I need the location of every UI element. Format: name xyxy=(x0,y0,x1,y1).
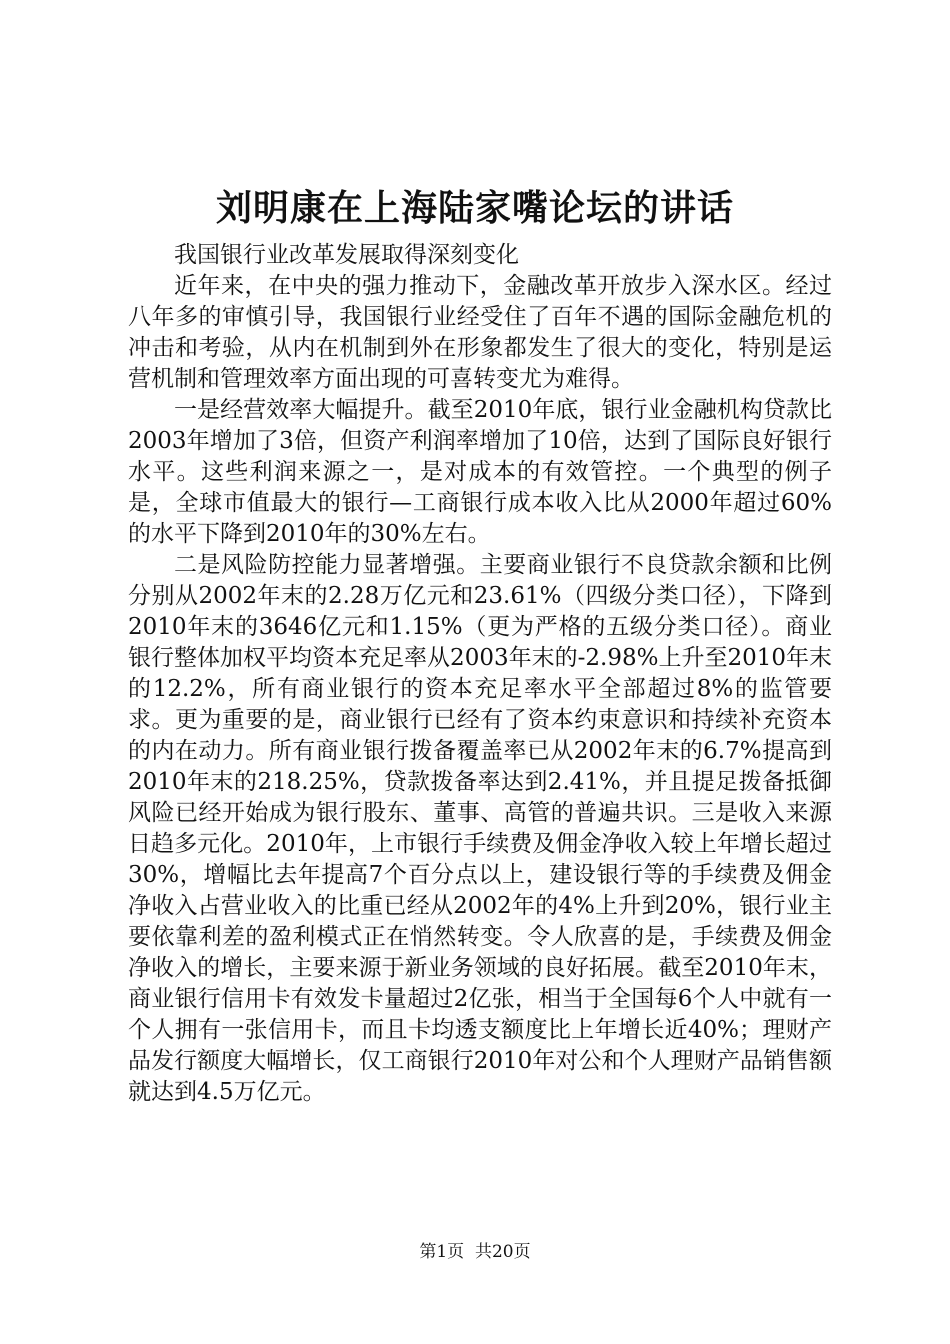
section-heading: 我国银行业改革发展取得深刻变化 xyxy=(174,242,519,268)
page-number-footer: 第1页 共20页 xyxy=(419,1242,531,1262)
paragraph-efficiency: 一是经营效率大幅提升。截至2010年底，银行业金融机构贷款比2003年增加了3倍，但资产利润率增加了10倍，达到了国际良好银行水平。这些利润来源之一，是对成本的有效管控。一个典型的例子是，全球市值最大的银行—工商银行成本收入比从2000年超过60%的水平下降到2010年的30%左右。 xyxy=(128,397,832,547)
paragraph-risk-control: 二是风险防控能力显著增强。主要商业银行不良贷款余额和比例分别从2002年末的2.28万亿元和23.61%（四级分类口径），下降到2010年末的3646亿元和1.15%（更为严格的五级分类口径）。商业银行整体加权平均资本充足率从2003年末的-2.98%上升至2010年末的12.2%，所有商业银行的资本充足率水平全部超过8%的监管要求。更为重要的是，商业银行已经有了资本约束意识和持续补充资本的内在动力。所有商业银行拨备覆盖率已从2002年末的6.7%提高到2010年末的218.25%，贷款拨备率达到2.41%，并且提足拨备抵御风险已经开始成为银行股东、董事、高管的普遍共识。三是收入来源日趋多元化。2010年，上市银行手续费及佣金净收入较上年增长超过30%，增幅比去年提高7个百分点以上，建设银行等的手续费及佣金净收入占营业收入的比重已经从2002年的4%上升到20%，银行业主要依靠利差的盈利模式正在悄然转变。令人欣喜的是，手续费及佣金净收入的增长，主要来源于新业务领域的良好拓展。截至2010年末，商业银行信用卡有效发卡量超过2亿张，相当于全国每6个人中就有一个人拥有一张信用卡，而且卡均透支额度比上年增长近40%；理财产品发行额度大幅增长，仅工商银行2010年对公和个人理财产品销售额就达到4.5万亿元。 xyxy=(128,552,832,1105)
document-body xyxy=(128,240,832,1108)
document-title: 刘明康在上海陆家嘴论坛的讲话 xyxy=(215,187,734,229)
paragraph-intro: 近年来，在中央的强力推动下，金融改革开放步入深水区。经过八年多的审慎引导，我国银行业经受住了百年不遇的国际金融危机的冲击和考验，从内在机制到外在形象都发生了很大的变化，特别是运营机制和管理效率方面出现的可喜转变尤为难得。 xyxy=(128,273,832,392)
